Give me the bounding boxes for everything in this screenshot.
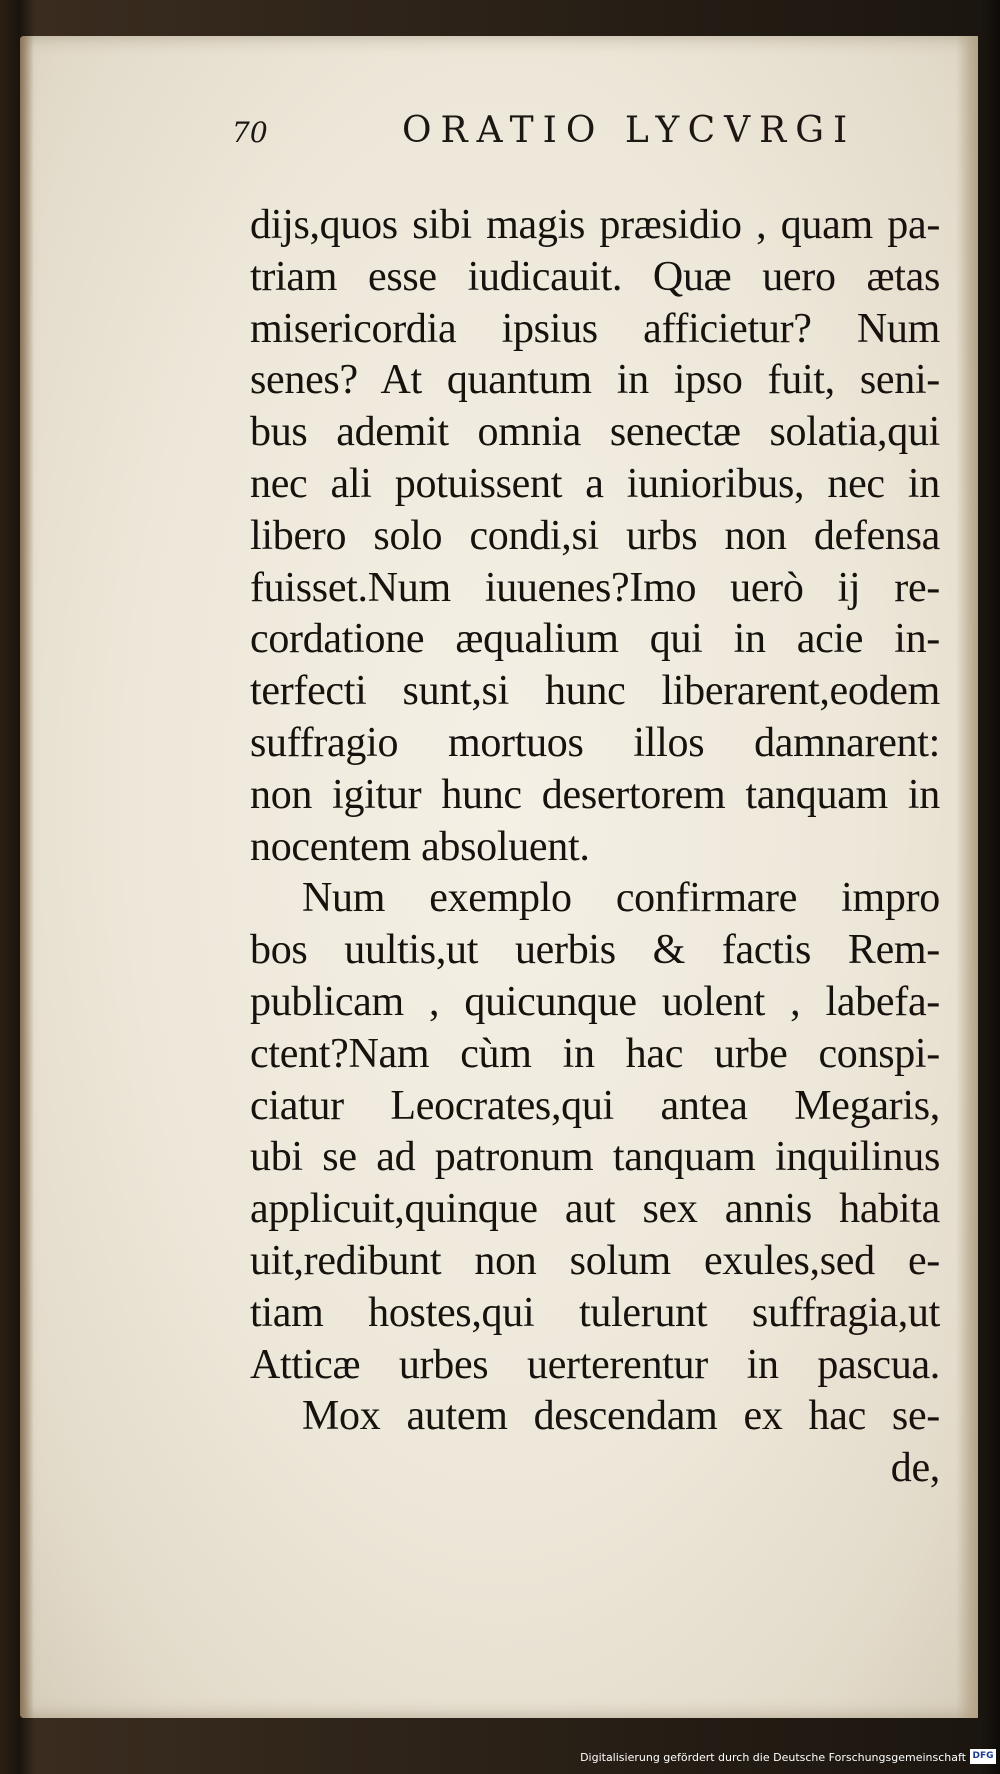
digitization-credit: Digitalisierung gefördert durch die Deutsche Forschungsgemeinschaft bbox=[580, 1751, 966, 1764]
text-line: ciatur Leocrates,qui antea Megaris, bbox=[250, 1082, 940, 1129]
page-header bbox=[232, 110, 872, 160]
text-line: non igitur hunc desertorem tanquam in bbox=[250, 771, 940, 818]
text-line: libero solo condi,si urbs non defensa bbox=[250, 512, 940, 559]
text-line: bus ademit omnia senectæ solatia,qui bbox=[250, 409, 940, 456]
text-line: terfecti sunt,si hunc liberarent,eodem bbox=[250, 668, 940, 715]
text-line: nec ali potuissent a iunioribus, nec in bbox=[250, 460, 940, 507]
text-line: fuisset.Num iuuenes?Imo uerò ij re- bbox=[250, 564, 940, 611]
text-line: tiam hostes,qui tulerunt suffragia,ut bbox=[250, 1289, 940, 1336]
page-gutter-shadow bbox=[20, 36, 34, 1718]
dfg-logo: DFG bbox=[970, 1749, 996, 1764]
text-line: cordatione æqualium qui in acie in- bbox=[250, 616, 940, 663]
text-line: triam esse iudicauit. Quæ uero ætas bbox=[250, 253, 940, 300]
page-fore-edge bbox=[956, 36, 978, 1718]
text-line: Atticæ urbes uerterentur in pascua. bbox=[250, 1341, 940, 1388]
body-text bbox=[250, 200, 940, 1495]
text-line: senes? At quantum in ipso fuit, seni- bbox=[250, 357, 940, 404]
text-line-paragraph-start: Mox autem descendam ex hac se- bbox=[302, 1393, 940, 1440]
text-line: suffragio mortuos illos damnarent: bbox=[250, 719, 940, 766]
text-line: nocentem absoluent. bbox=[250, 823, 590, 870]
text-line: applicuit,quinque aut sex annis habita bbox=[250, 1186, 940, 1233]
text-line: dijs,quos sibi magis præsidio , quam pa- bbox=[250, 202, 940, 248]
text-line: uit,redibunt non solum exules,sed e- bbox=[250, 1237, 940, 1284]
catchword: de, bbox=[890, 1445, 940, 1492]
text-line: misericordia ipsius afficietur? Num bbox=[250, 305, 940, 352]
running-head: ORATIO LYCVRGI bbox=[402, 110, 857, 151]
text-line-paragraph-start: Num exemplo confirmare impro bbox=[302, 875, 940, 922]
text-line: ubi se ad patronum tanquam inquilinus bbox=[250, 1134, 940, 1181]
text-line: publicam , quicunque uolent , labefa- bbox=[250, 978, 940, 1025]
text-line: ctent?Nam cùm in hac urbe conspi- bbox=[250, 1030, 940, 1077]
page-number: 70 bbox=[232, 116, 268, 149]
text-line: bos uultis,ut uerbis & factis Rem- bbox=[250, 927, 940, 974]
